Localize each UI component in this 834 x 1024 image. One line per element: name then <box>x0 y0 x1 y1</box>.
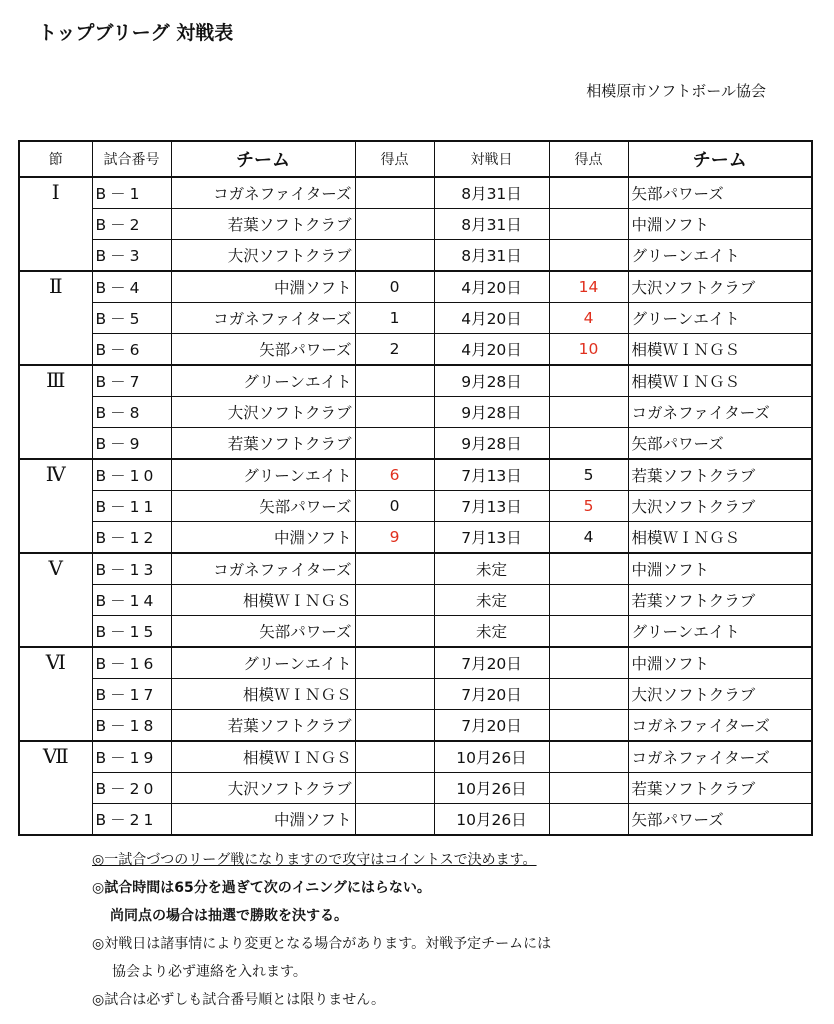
match-date: 10月26日 <box>434 741 549 773</box>
schedule-table <box>18 140 813 836</box>
header-setsu: 節 <box>19 141 92 177</box>
score-away: 10 <box>549 334 628 366</box>
score-away <box>549 710 628 742</box>
score-home: 1 <box>355 303 434 334</box>
score-home <box>355 553 434 585</box>
team-home: 相模ＷＩＮＧＳ <box>171 585 355 616</box>
score-home <box>355 397 434 428</box>
score-home <box>355 177 434 209</box>
table-row <box>19 585 812 616</box>
table-row <box>19 459 812 491</box>
round-label: Ⅳ <box>19 459 92 553</box>
round-label: Ⅱ <box>19 271 92 365</box>
match-date: 未定 <box>434 616 549 648</box>
team-home: 矢部パワーズ <box>171 334 355 366</box>
header-score-away: 得点 <box>549 141 628 177</box>
round-label: Ⅶ <box>19 741 92 835</box>
team-home: 中淵ソフト <box>171 271 355 303</box>
match-date: 9月28日 <box>434 428 549 460</box>
table-row <box>19 397 812 428</box>
match-date: 4月20日 <box>434 334 549 366</box>
team-away: グリーンエイト <box>628 303 812 334</box>
note-4: ◎試合は必ずしも試合番号順とは限りません。 <box>92 992 386 1008</box>
notes <box>92 846 551 1014</box>
game-code: B－17 <box>92 679 171 710</box>
table-row <box>19 240 812 272</box>
game-code: B－14 <box>92 585 171 616</box>
match-date: 未定 <box>434 585 549 616</box>
team-away: コガネファイターズ <box>628 741 812 773</box>
score-home <box>355 240 434 272</box>
header-score-home: 得点 <box>355 141 434 177</box>
score-away: 4 <box>549 303 628 334</box>
table-row <box>19 616 812 648</box>
table-row <box>19 271 812 303</box>
score-home <box>355 741 434 773</box>
team-home: 中淵ソフト <box>171 522 355 554</box>
team-home: 相模ＷＩＮＧＳ <box>171 741 355 773</box>
score-home <box>355 647 434 679</box>
note-3-cont: 協会より必ず連絡を入れます。 <box>112 964 307 980</box>
score-away: 14 <box>549 271 628 303</box>
round-label: Ⅵ <box>19 647 92 741</box>
match-date: 未定 <box>434 553 549 585</box>
match-date: 10月26日 <box>434 804 549 836</box>
team-away: 矢部パワーズ <box>628 428 812 460</box>
game-code: B－8 <box>92 397 171 428</box>
match-date: 7月13日 <box>434 522 549 554</box>
score-home: 9 <box>355 522 434 554</box>
score-home: 2 <box>355 334 434 366</box>
score-away <box>549 585 628 616</box>
team-away: 若葉ソフトクラブ <box>628 585 812 616</box>
score-home <box>355 679 434 710</box>
score-away <box>549 177 628 209</box>
team-home: 若葉ソフトクラブ <box>171 428 355 460</box>
score-home <box>355 710 434 742</box>
organizer-name: 相模原市ソフトボール協会 <box>586 82 766 100</box>
score-away: 5 <box>549 459 628 491</box>
note-2-cont: 尚同点の場合は抽選で勝敗を決する。 <box>110 908 348 924</box>
team-away: 大沢ソフトクラブ <box>628 491 812 522</box>
score-home: 0 <box>355 271 434 303</box>
note-1: ◎一試合づつのリーグ戦になりますので攻守はコイントスで決めます。 <box>92 852 537 868</box>
team-away: 中淵ソフト <box>628 209 812 240</box>
page-title: トップブリーグ 対戦表 <box>38 22 234 44</box>
table-row <box>19 303 812 334</box>
note-2: ◎試合時間は65分を過ぎて次のイニングにはらない。 <box>92 880 431 896</box>
match-date: 7月13日 <box>434 459 549 491</box>
header-date: 対戦日 <box>434 141 549 177</box>
header-row <box>19 141 812 177</box>
team-home: 若葉ソフトクラブ <box>171 710 355 742</box>
match-date: 9月28日 <box>434 365 549 397</box>
match-date: 8月31日 <box>434 209 549 240</box>
team-home: 大沢ソフトクラブ <box>171 240 355 272</box>
score-home: 0 <box>355 491 434 522</box>
team-away: 相模ＷＩＮＧＳ <box>628 522 812 554</box>
score-away: 5 <box>549 491 628 522</box>
schedule-body <box>19 177 812 835</box>
round-label: Ⅴ <box>19 553 92 647</box>
team-home: コガネファイターズ <box>171 303 355 334</box>
team-home: 相模ＷＩＮＧＳ <box>171 679 355 710</box>
game-code: B－21 <box>92 804 171 836</box>
team-away: 矢部パワーズ <box>628 177 812 209</box>
score-home <box>355 428 434 460</box>
score-home <box>355 616 434 648</box>
score-home <box>355 365 434 397</box>
game-code: B－18 <box>92 710 171 742</box>
team-home: 矢部パワーズ <box>171 616 355 648</box>
table-row <box>19 177 812 209</box>
game-code: B－9 <box>92 428 171 460</box>
table-row <box>19 710 812 742</box>
team-away: 大沢ソフトクラブ <box>628 679 812 710</box>
score-away <box>549 428 628 460</box>
table-row <box>19 773 812 804</box>
team-away: 若葉ソフトクラブ <box>628 459 812 491</box>
table-row <box>19 365 812 397</box>
score-away: 4 <box>549 522 628 554</box>
team-home: 若葉ソフトクラブ <box>171 209 355 240</box>
score-away <box>549 741 628 773</box>
table-row <box>19 553 812 585</box>
game-code: B－20 <box>92 773 171 804</box>
game-code: B－4 <box>92 271 171 303</box>
score-home <box>355 585 434 616</box>
team-away: 相模ＷＩＮＧＳ <box>628 365 812 397</box>
game-code: B－6 <box>92 334 171 366</box>
match-date: 7月13日 <box>434 491 549 522</box>
game-code: B－1 <box>92 177 171 209</box>
team-away: コガネファイターズ <box>628 710 812 742</box>
score-away <box>549 773 628 804</box>
team-home: 大沢ソフトクラブ <box>171 397 355 428</box>
match-date: 8月31日 <box>434 240 549 272</box>
game-code: B－5 <box>92 303 171 334</box>
team-away: グリーンエイト <box>628 240 812 272</box>
match-date: 7月20日 <box>434 679 549 710</box>
game-code: B－2 <box>92 209 171 240</box>
team-home: コガネファイターズ <box>171 177 355 209</box>
team-home: グリーンエイト <box>171 365 355 397</box>
table-row <box>19 334 812 366</box>
score-away <box>549 365 628 397</box>
team-home: コガネファイターズ <box>171 553 355 585</box>
score-away <box>549 616 628 648</box>
round-label: Ⅰ <box>19 177 92 271</box>
game-code: B－10 <box>92 459 171 491</box>
round-label: Ⅲ <box>19 365 92 459</box>
team-away: コガネファイターズ <box>628 397 812 428</box>
score-away <box>549 804 628 836</box>
score-home <box>355 804 434 836</box>
score-home <box>355 773 434 804</box>
match-date: 4月20日 <box>434 303 549 334</box>
score-away <box>549 209 628 240</box>
table-row <box>19 522 812 554</box>
match-date: 10月26日 <box>434 773 549 804</box>
table-row <box>19 428 812 460</box>
team-home: 大沢ソフトクラブ <box>171 773 355 804</box>
team-away: 中淵ソフト <box>628 553 812 585</box>
game-code: B－7 <box>92 365 171 397</box>
match-date: 7月20日 <box>434 710 549 742</box>
note-3: ◎対戦日は諸事情により変更となる場合があります。対戦予定チームには <box>92 936 552 952</box>
table-row <box>19 679 812 710</box>
team-away: 中淵ソフト <box>628 647 812 679</box>
match-date: 4月20日 <box>434 271 549 303</box>
header-game-no: 試合番号 <box>92 141 171 177</box>
score-away <box>549 553 628 585</box>
score-away <box>549 679 628 710</box>
game-code: B－3 <box>92 240 171 272</box>
header-team-away: チーム <box>628 141 812 177</box>
team-away: 相模ＷＩＮＧＳ <box>628 334 812 366</box>
game-code: B－11 <box>92 491 171 522</box>
table-row <box>19 491 812 522</box>
team-home: グリーンエイト <box>171 459 355 491</box>
table-row <box>19 804 812 836</box>
score-away <box>549 397 628 428</box>
game-code: B－12 <box>92 522 171 554</box>
team-home: グリーンエイト <box>171 647 355 679</box>
header-team-home: チーム <box>171 141 355 177</box>
game-code: B－13 <box>92 553 171 585</box>
score-home: 6 <box>355 459 434 491</box>
team-away: 矢部パワーズ <box>628 804 812 836</box>
match-date: 7月20日 <box>434 647 549 679</box>
game-code: B－15 <box>92 616 171 648</box>
team-home: 中淵ソフト <box>171 804 355 836</box>
table-row <box>19 741 812 773</box>
table-row <box>19 209 812 240</box>
score-away <box>549 647 628 679</box>
game-code: B－19 <box>92 741 171 773</box>
team-away: 大沢ソフトクラブ <box>628 271 812 303</box>
score-home <box>355 209 434 240</box>
table-row <box>19 647 812 679</box>
team-home: 矢部パワーズ <box>171 491 355 522</box>
game-code: B－16 <box>92 647 171 679</box>
match-date: 8月31日 <box>434 177 549 209</box>
score-away <box>549 240 628 272</box>
match-date: 9月28日 <box>434 397 549 428</box>
team-away: グリーンエイト <box>628 616 812 648</box>
team-away: 若葉ソフトクラブ <box>628 773 812 804</box>
